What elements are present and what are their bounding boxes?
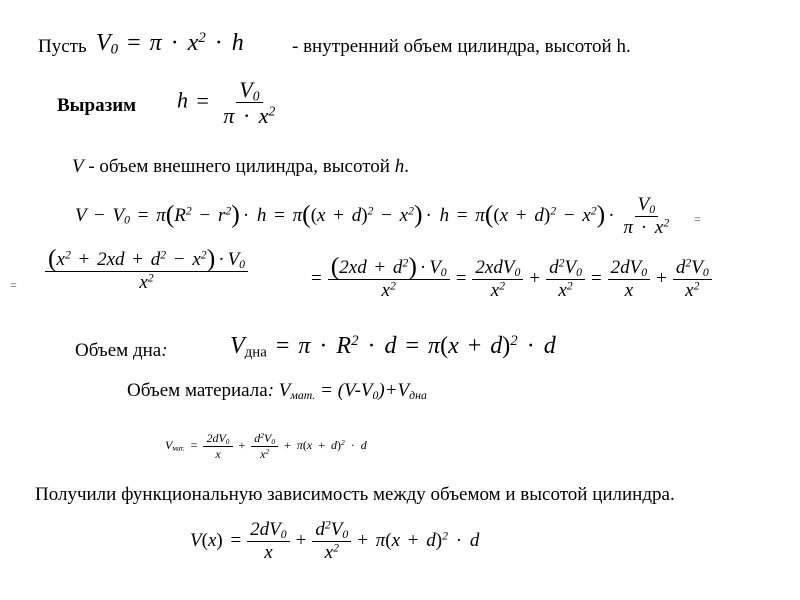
material-v: V — [278, 380, 291, 401]
text-bottom-volume — [75, 340, 168, 362]
outer-v-symbol: V — [72, 156, 84, 177]
trailing-equals-text: = — [694, 212, 701, 226]
inner-volume-desc: - внутренний объем цилиндра, высотой h. — [292, 36, 631, 57]
bottom-volume-sub: дна — [244, 344, 267, 361]
text-material-volume — [127, 380, 427, 402]
express-label: Выразим — [57, 95, 137, 116]
formula-simplified: = $\frac{(2xd + d^2) \cdot V_0}{x^2}$ = $\frac{2xdV_0}{x^2}$ + $\frac{d^2V_0}{x^2}$ = $\frac{2dV_0}{x}$ + $\frac{d^2V_0}{x^2}$ — [308, 258, 715, 301]
formula-material-small: $V_{мат.}$ = $\frac{2dV_0}{x}$ + $\frac{d^2V_0}{x^2}$ + $\pi(x + d)^2 \cdot d$ — [165, 430, 367, 461]
outer-h-symbol: h — [394, 156, 405, 177]
trailing-equals — [694, 212, 701, 227]
text-let — [38, 36, 87, 58]
formula-fraction-expanded: $\frac{(x^2 + 2xd + d^2 - x^2) \cdot V_0}{x^2}$ — [42, 250, 251, 293]
material-label: Объем материала — [127, 380, 268, 401]
small-formula-sub: мат. — [172, 443, 185, 453]
text-express — [57, 95, 136, 117]
let-label: Пусть — [38, 36, 87, 57]
material-zero: 0 — [372, 388, 379, 402]
text-outer-volume-desc — [72, 156, 409, 178]
formula-bottom-volume: $V_{дна} = \pi \cdot R^2 \cdot d = \pi(x + d)^2 \cdot d$ — [230, 332, 556, 361]
formula-final-function: V(x) = $\frac{2dV_0}{x}$ + $\frac{d^2V_0}{x^2}$ + $\pi(x + d)^2 \cdot d$ — [190, 518, 480, 563]
text-inner-volume-desc — [292, 36, 631, 58]
material-sub: мат. — [290, 388, 316, 402]
formula-h: h = $\frac{V_0}{\pi \cdot x^2}$ — [177, 77, 276, 129]
text-conclusion — [35, 484, 675, 506]
leading-equals-text: = — [10, 278, 17, 292]
outer-period: . — [404, 156, 409, 177]
material-mid: = (V-V — [315, 380, 373, 401]
outer-volume-desc: - объем внешнего цилиндра, высотой — [83, 156, 395, 177]
formula-outer-difference: $V - V_0 = \pi(R^2 - r^2) \cdot h = \pi((x + d)^2 - x^2) \cdot h = \pi((x + d)^2 - x^2)$ · $\frac{V_0}{\pi \cdot x^2}$ — [75, 194, 670, 238]
material-close: )+V — [378, 380, 410, 401]
bottom-volume-label: Объем дна — [75, 340, 162, 361]
formula-v0-definition: $V_0 = \pi \cdot x^2 \cdot h$ — [96, 29, 244, 58]
leading-equals — [10, 278, 17, 293]
bottom-volume-colon: : — [161, 340, 168, 361]
conclusion-text: Получили функциональную зависимость между объемом и высотой цилиндра. — [35, 484, 675, 505]
material-colon: : — [267, 380, 275, 401]
material-sub2: дна — [409, 388, 427, 402]
